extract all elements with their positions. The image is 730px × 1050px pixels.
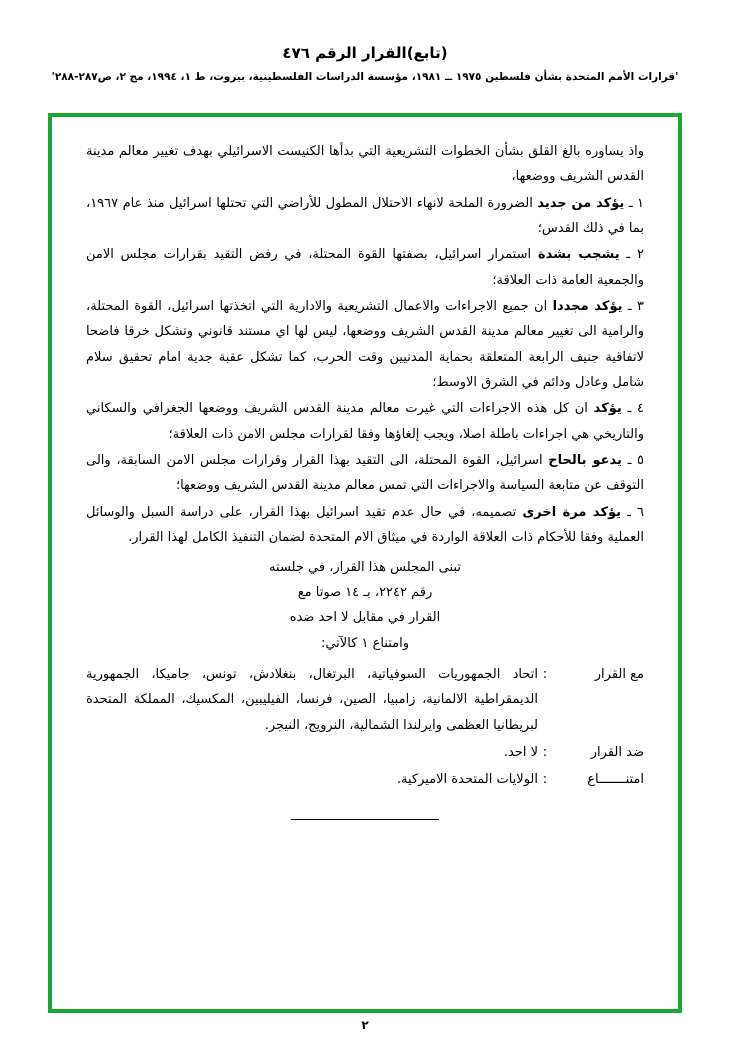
vote-breakdown bbox=[86, 662, 644, 793]
vote-row-for bbox=[86, 662, 644, 738]
clause-2-text: استمرار اسرائيل، بصفتها القوة المحتلة، في رفض التقيد بقرارات مجلس الامن والجمعية العامة ذات العلاقة؛ bbox=[86, 247, 644, 288]
clause-3 bbox=[86, 294, 644, 395]
clause-5-text: اسرائيل، القوة المحتلة، الى التقيد بهذا القرار وقرارات مجلس الامن السابقة، والى التوقف عن متابعة السياسة والاجراءات التي تمس معالم مدينة القدس الشريف ووضعها؛ bbox=[86, 453, 644, 494]
clause-3-lead: يؤكد مجددا bbox=[552, 299, 623, 315]
clause-1-lead: يؤكد من جديد bbox=[537, 195, 625, 211]
vote-value-abstain: الولايات المتحدة الاميركية. bbox=[396, 772, 538, 788]
vote-row-abstain bbox=[86, 767, 644, 792]
resolution-text bbox=[86, 139, 644, 820]
clause-5-lead: يدعو بالحاح bbox=[548, 453, 622, 469]
source-citation: 'قرارات الأمم المتحدة بشأن فلسطين ١٩٧٥ ــ ١٩٨١، مؤسسة الدراسات الفلسطينية، بيروت، ط ١، ١٩٩٤، مج ٢، ص٢٨٧-٢٨٨' bbox=[51, 71, 679, 83]
clause-2 bbox=[86, 242, 644, 293]
page-number: ٢ bbox=[361, 1018, 369, 1032]
document-body bbox=[86, 139, 644, 991]
preamble-paragraph: واذ يساوره بالغ القلق بشأن الخطوات التشريعية التي بدأها الكنيست الاسرائيلي بهدف تغيير معالم مدينة القدس الشريف ووضعها، bbox=[86, 144, 644, 185]
vote-label-for: مع القرار bbox=[594, 666, 644, 682]
vote-colon-for: : bbox=[542, 666, 548, 682]
clause-2-lead: يشجب بشدة bbox=[537, 247, 620, 263]
vote-label-abstain: امتنـــــــاع bbox=[587, 772, 644, 788]
clause-4-number: ٤ ـ bbox=[627, 401, 644, 417]
horizontal-rule bbox=[291, 819, 439, 820]
vote-label-against: ضد القرار bbox=[590, 744, 644, 760]
clause-5 bbox=[86, 448, 644, 499]
clause-3-text: ان جميع الاجراءات والاعمال التشريعية والادارية التي اتخذتها اسرائيل، القوة المحتلة، والرامية الى تغيير معالم مدينة القدس الشريف ووضعها، ليس لها اي مستند قانوني وتشكل خرقا فاضحا لاتفاقية جنيف الرابعة المتعلقة بحماية المدنيين وقت الحرب، كما تشكل عقبة جدية امام تحقيق سلام شامل وعادل ودائم في الشرق الاوسط؛ bbox=[86, 299, 644, 391]
clause-6-lead: يؤكد مرة اخرى bbox=[522, 504, 622, 520]
clause-6-number: ٦ ـ bbox=[627, 504, 644, 520]
vote-row-against bbox=[86, 740, 644, 765]
vote-value-for: اتحاد الجمهوريات السوفياتية، البرتغال، بنغلادش، تونس، جاميكا، الجمهورية الديمقراطية الالمانية، زامبيا، الصين، فرنسا، الفيليبين، المكسيك، المملكة المتحدة لبريطانيا العظمى وايرلندا الشمالية، النرويج، النيجر. bbox=[86, 666, 538, 733]
vote-colon-abstain: : bbox=[542, 772, 548, 788]
clause-6-text: تصميمه، في حال عدم تقيد اسرائيل بهذا القرار، على دراسة السبل والوسائل العملية وفقا للأحكام ذات العلاقة الواردة في ميثاق الام المتحدة لضمان التنفيذ الكامل لهذا القرار. bbox=[86, 504, 644, 546]
green-border-frame bbox=[48, 113, 682, 1013]
clause-1-number: ١ ـ bbox=[628, 195, 644, 211]
clause-4-text: ان كل هذه الاجراءات التي غيرت معالم مدينة القدس الشريف ووضعها الجغرافي والسكاني والتاريخي هي اجراءات باطلة اصلا، ويجب إلغاؤها وفقا لقرارات مجلس الامن ذات العلاقة؛ bbox=[86, 401, 644, 442]
page-title: (تابع)القرار الرقم ٤٧٦ bbox=[282, 44, 448, 62]
clause-4-lead: يؤكد bbox=[593, 401, 622, 417]
tally-line-4: وامتناع ١ كالآتي: bbox=[320, 635, 410, 651]
vote-colon-against: : bbox=[542, 744, 548, 760]
clause-5-number: ٥ ـ bbox=[627, 453, 644, 469]
clause-1-text: الضرورة الملحة لانهاء الاحتلال المطول للأراضي التي تحتلها اسرائيل منذ عام ١٩٦٧، بما في ذلك القدس؛ bbox=[86, 195, 644, 237]
vote-value-against: لا احد. bbox=[503, 744, 538, 760]
clause-4 bbox=[86, 396, 644, 447]
clause-2-number: ٢ ـ bbox=[626, 247, 644, 263]
adoption-tally bbox=[86, 555, 644, 656]
tally-line-2: رقم ٢٢٤٢، بـ ١٤ صوتا مع bbox=[297, 584, 433, 600]
clause-1 bbox=[86, 191, 644, 242]
tally-line-1: تبنى المجلس هذا القرار، في جلسته bbox=[269, 559, 461, 575]
clause-6 bbox=[86, 500, 644, 551]
clause-3-number: ٣ ـ bbox=[627, 299, 644, 315]
document-header bbox=[0, 0, 730, 83]
tally-line-3: القرار في مقابل لا احد ضده bbox=[289, 610, 441, 626]
